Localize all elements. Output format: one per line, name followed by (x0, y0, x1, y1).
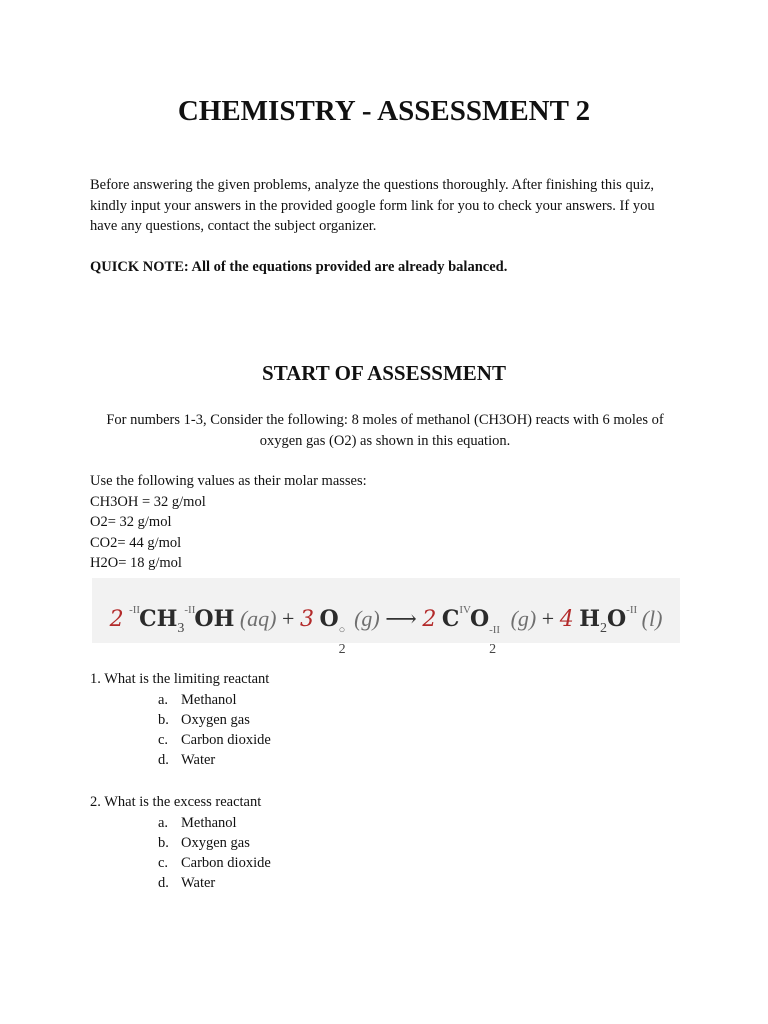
oxidation-state: -II (184, 604, 196, 616)
subscript: 2 (489, 642, 497, 657)
element-symbol: C (441, 606, 460, 632)
question-text: 1. What is the limiting reactant (90, 671, 270, 687)
state-symbol: (g) (354, 606, 380, 631)
answer-option (90, 750, 269, 770)
answer-option (90, 873, 261, 893)
oxidation-state: -II (626, 604, 638, 616)
element-symbol: H (156, 606, 178, 632)
state-symbol: (aq) (239, 606, 277, 631)
coefficient: 4 (559, 607, 574, 632)
coefficient: 2 (422, 607, 437, 632)
option-letter: d. (158, 752, 169, 769)
subscript: 2 (338, 642, 346, 657)
element-symbol: H (579, 606, 600, 632)
option-letter: b. (158, 834, 169, 851)
state-symbol: (l) (641, 606, 663, 631)
answer-option (90, 813, 261, 833)
element-symbol: O (469, 606, 490, 632)
molar-mass-item: O2= 32 g/mol (90, 514, 172, 530)
option-label: Oxygen gas (181, 834, 250, 851)
option-label: Water (181, 875, 216, 892)
oxidation-state: ○ (338, 624, 346, 636)
plus-sign: + (282, 606, 295, 631)
element-symbol: O (606, 606, 627, 632)
answer-option (90, 710, 269, 730)
plus-sign: + (541, 606, 555, 631)
option-label: Oxygen gas (181, 711, 250, 728)
molar-mass-item: H2O= 18 g/mol (90, 555, 182, 571)
option-label: Methanol (181, 814, 237, 831)
masses-intro: Use the following values as their molar masses: (90, 473, 367, 489)
oxidation-state: -II (129, 604, 141, 616)
element-symbol: O (194, 606, 214, 632)
option-letter: a. (158, 691, 169, 708)
option-label: Carbon dioxide (181, 854, 271, 871)
answer-option (90, 833, 261, 853)
option-label: Water (181, 752, 216, 769)
option-letter: d. (158, 875, 169, 892)
molar-mass-item: CH3OH = 32 g/mol (90, 493, 206, 510)
problem-prompt: For numbers 1-3, Consider the following: 8 moles of methanol (CH3OH) reacts with 6 moles of oxygen gas (O2) as shown in this equation. (106, 412, 664, 449)
option-label: Methanol (181, 691, 237, 708)
question-2 (90, 792, 271, 893)
state-symbol: (g) (510, 606, 537, 631)
subscript: 3 (177, 621, 185, 636)
oxidation-state: -II (489, 624, 501, 636)
option-letter: c. (158, 854, 169, 871)
element-symbol: H (213, 606, 235, 632)
molar-mass-item: CO2= 44 g/mol (90, 534, 182, 551)
answer-option (90, 730, 269, 750)
molar-masses (90, 471, 367, 574)
element-symbol: O (319, 606, 339, 632)
coefficient: 2 (109, 607, 124, 632)
quick-note: QUICK NOTE: All of the equations provided are already balanced. (90, 259, 508, 275)
answer-option (90, 853, 271, 873)
option-letter: a. (158, 814, 169, 831)
question-text: 2. What is the excess reactant (90, 794, 262, 810)
page-title: CHEMISTRY - ASSESSMENT 2 (177, 95, 591, 127)
intro-paragraph: Before answering the given problems, analyze the questions thoroughly. After finishing this quiz, kindly input your answers in the provided google form link for you to check your answers. If you have any questions, contact the subject organizer. (90, 177, 655, 234)
option-letter: b. (158, 711, 169, 728)
chemical-equation (92, 578, 680, 657)
subscript: 2 (599, 621, 607, 636)
element-symbol: C (139, 606, 157, 632)
question-1 (90, 669, 269, 770)
option-letter: c. (158, 731, 169, 748)
answer-option (90, 690, 269, 710)
oxidation-state: IV (459, 604, 471, 616)
coefficient: 3 (299, 607, 314, 632)
section-title: START OF ASSESSMENT (262, 361, 506, 385)
option-label: Carbon dioxide (181, 731, 271, 748)
reaction-arrow: ⟶ (385, 606, 417, 631)
